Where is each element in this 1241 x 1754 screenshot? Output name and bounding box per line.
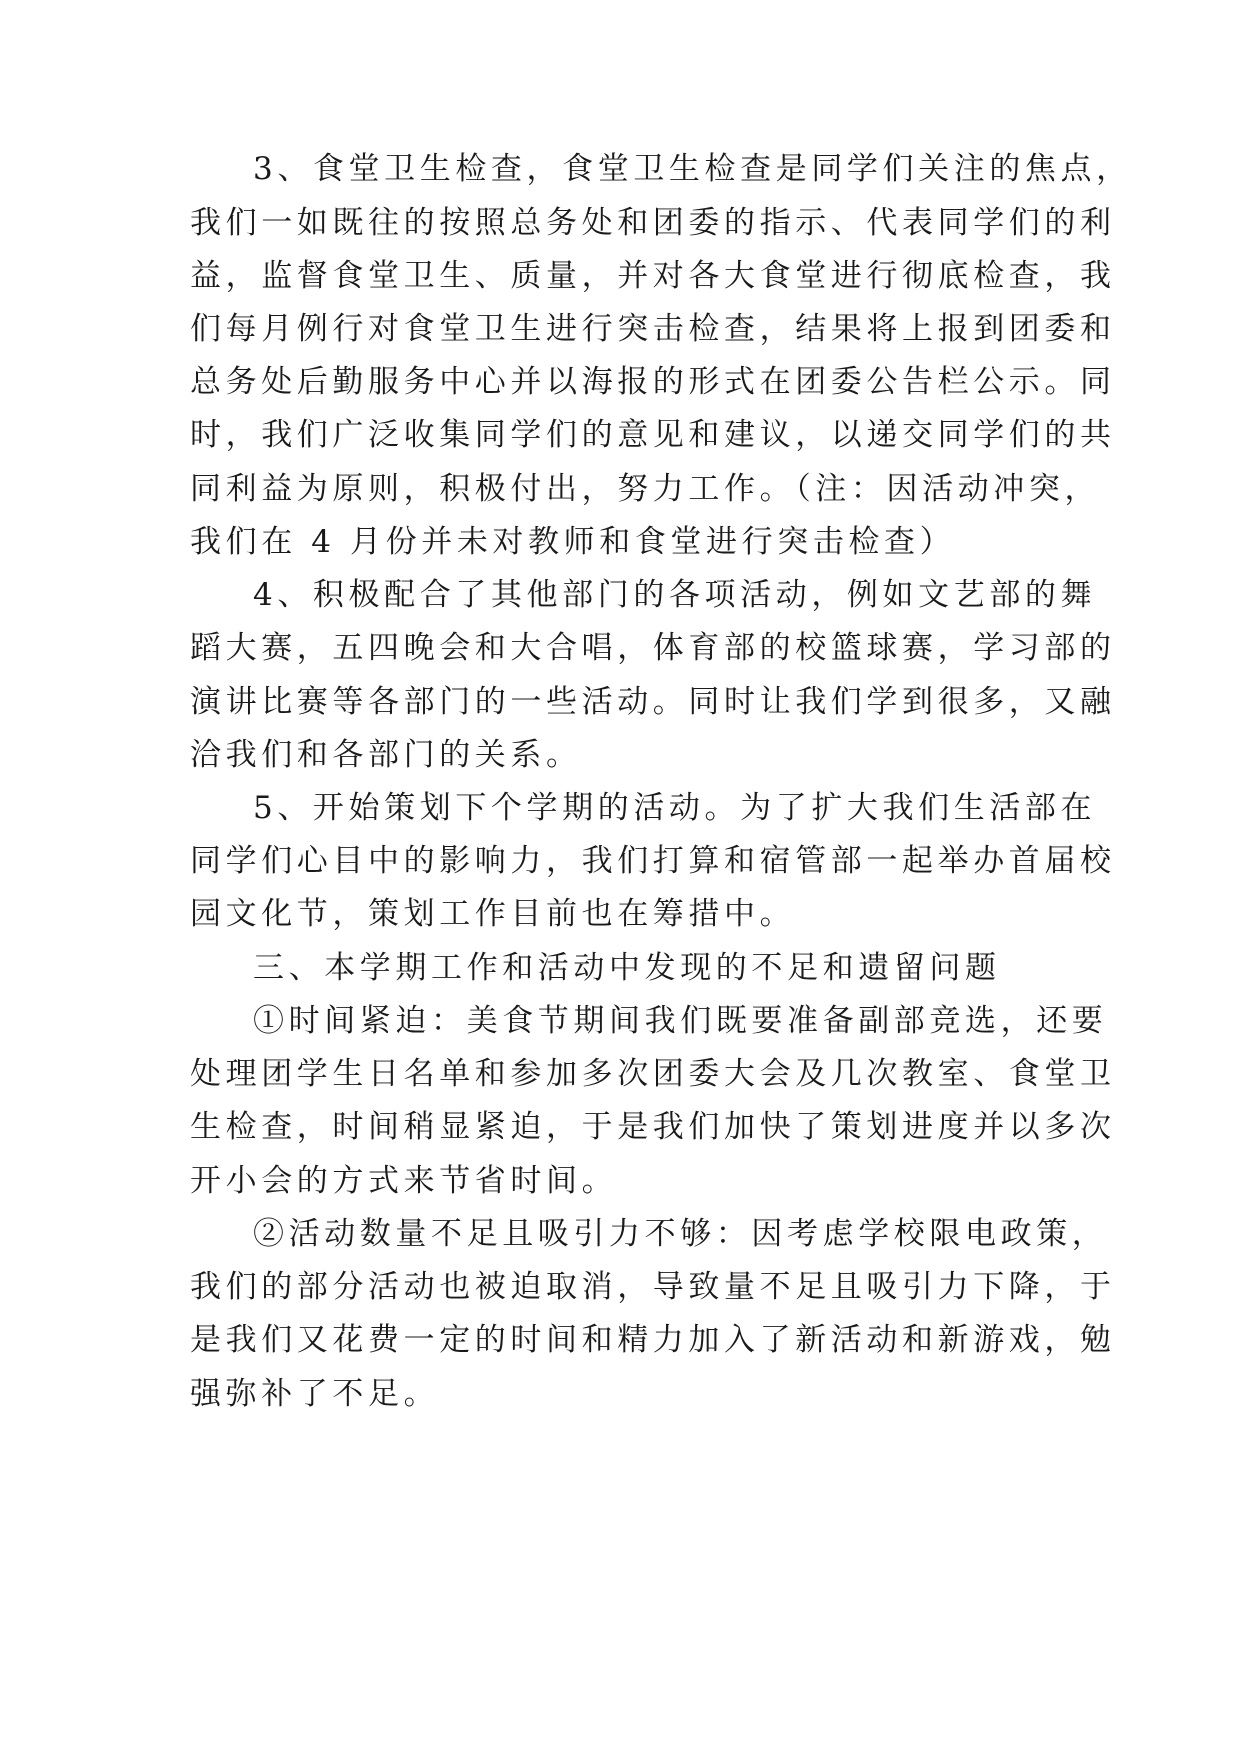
- text-line: 洽我们和各部门的关系。: [190, 737, 582, 773]
- text-line: ①时间紧迫：美食节期间我们既要准备副部竞选，还要: [253, 1003, 1108, 1039]
- text-line: 开小会的方式来节省时间。: [190, 1163, 618, 1199]
- text-line: 生检查，时间稍显紧迫，于是我们加快了策划进度并以多次: [190, 1109, 1116, 1145]
- text-line: 时，我们广泛收集同学们的意见和建议，以递交同学们的共: [190, 417, 1116, 453]
- text-line: 益，监督食堂卫生、质量，并对各大食堂进行彻底检查，我: [190, 258, 1116, 294]
- text-line: 是我们又花费一定的时间和精力加入了新活动和新游戏，勉: [190, 1322, 1116, 1358]
- text-line: 处理团学生日名单和参加多次团委大会及几次教室、食堂卫: [190, 1056, 1116, 1092]
- text-line: 5、开始策划下个学期的活动。为了扩大我们生活部在: [253, 790, 1097, 826]
- text-line: 强弥补了不足。: [190, 1376, 440, 1412]
- text-line: 我们的部分活动也被迫取消，导致量不足且吸引力下降，于: [190, 1269, 1116, 1305]
- text-line: 我们在 4 月份并未对教师和食堂进行突击检查）: [190, 524, 956, 560]
- text-line: 同学们心目中的影响力，我们打算和宿管部一起举办首届校: [190, 843, 1116, 879]
- text-line: 演讲比赛等各部门的一些活动。同时让我们学到很多，又融: [190, 684, 1116, 720]
- text-line: 同利益为原则，积极付出，努力工作。（注：因活动冲突，: [190, 471, 1101, 507]
- text-line: 总务处后勤服务中心并以海报的形式在团委公告栏公示。同: [190, 364, 1116, 400]
- text-line: 园文化节，策划工作目前也在筹措中。: [190, 896, 796, 932]
- text-line: ②活动数量不足且吸引力不够：因考虑学校限电政策，: [253, 1216, 1108, 1252]
- text-line: 蹈大赛，五四晚会和大合唱，体育部的校篮球赛，学习部的: [190, 630, 1116, 666]
- text-line: 3、食堂卫生检查，食堂卫生检查是同学们关注的焦点，: [253, 151, 1132, 187]
- text-line: 们每月例行对食堂卫生进行突击检查，结果将上报到团委和: [190, 311, 1116, 347]
- text-line: 4、积极配合了其他部门的各项活动，例如文艺部的舞: [253, 577, 1097, 613]
- text-line: 我们一如既往的按照总务处和团委的指示、代表同学们的利: [190, 205, 1116, 241]
- section-heading: 三、本学期工作和活动中发现的不足和遗留问题: [253, 950, 1001, 986]
